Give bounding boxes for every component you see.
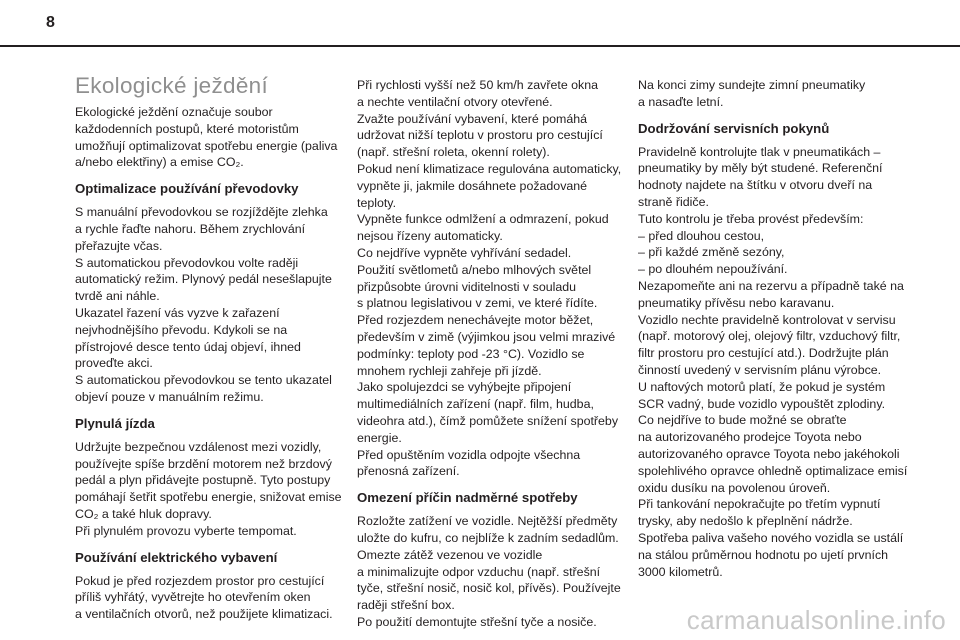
- text-line: na autorizovaného prodejce Toyota nebo: [638, 430, 862, 445]
- text-line: používejte spíše brzdění motorem než brzdový: [75, 456, 332, 471]
- text-line: Pokud není klimatizace regulována automaticky,: [357, 161, 622, 176]
- text-line: – před dlouhou cestou,: [638, 228, 765, 243]
- text-line: Rozložte zatížení ve vozidle. Nejtěžší předměty: [357, 514, 618, 529]
- text-line: S automatickou převodovkou se tento ukazatel: [75, 373, 332, 388]
- winter-tyres-paragraph: [638, 77, 908, 111]
- text-line: – při každé změně sezóny,: [638, 245, 785, 260]
- text-line: Tuto kontrolu je třeba provést především:: [638, 211, 864, 226]
- text-line: Spotřeba paliva vašeho nového vozidla se ustálí: [638, 530, 904, 545]
- text-line: (např. motorový olej, olejový filtr, vzduchový filtr,: [638, 329, 901, 344]
- text-line: Ukazatel řazení vás vyzve k zařazení: [75, 305, 280, 320]
- text-line: především v zimě (výjimkou jsou velmi mrazivé: [357, 329, 616, 344]
- load-paragraph: [357, 513, 626, 631]
- text-line: přístrojové desce tento údaj objeví, ihned: [75, 339, 301, 354]
- text-line: a ventilačních otvorů, než použijete klimatizaci.: [75, 607, 333, 622]
- text-line: umožňují optimalizovat spotřebu energie (paliva: [75, 138, 338, 153]
- text-line: (např. střešní roleta, okenní rolety).: [357, 145, 550, 160]
- text-line: 3000 kilometrů.: [638, 564, 723, 579]
- text-line: teploty.: [357, 195, 397, 210]
- electric-paragraph: [75, 573, 343, 623]
- text-line: Před rozjezdem nenechávejte motor běžet,: [357, 313, 594, 328]
- text-line: uložte do kufru, co nejblíže k zadním sedadlům.: [357, 530, 619, 545]
- text-line: činností uvedený v servisním plánu výrobce.: [638, 362, 882, 377]
- text-line: CO₂ a také hluk dopravy.: [75, 506, 212, 521]
- climate-paragraph: [357, 77, 626, 480]
- service-paragraph: [638, 144, 908, 581]
- text-line: nejsou řízeny automaticky.: [357, 229, 503, 244]
- text-line: spolehlivého opravce ohledně optimalizace emisí: [638, 463, 908, 478]
- text-line: a rychle řaďte nahoru. Během zrychlování: [75, 221, 306, 236]
- text-line: Před opuštěním vozidla odpojte všechna: [357, 447, 581, 462]
- text-line: objeví pouze v manuálním režimu.: [75, 389, 264, 404]
- text-line: pneumatiky by měly být studené. Referenční: [638, 161, 883, 176]
- text-line: každodenních postupů, které motoristům: [75, 121, 299, 136]
- text-line: Co nejdříve vypněte vyhřívání sedadel.: [357, 245, 572, 260]
- text-line: autorizovaného opravce Toyota nebo jakéhokoli: [638, 446, 900, 461]
- text-line: Vozidlo nechte pravidelně kontrolovat v servisu: [638, 312, 896, 327]
- text-line: přeřazujte včas.: [75, 238, 163, 253]
- text-line: hodnoty najdete na štítku v otvoru dveří na: [638, 178, 873, 193]
- intro-paragraph: [75, 104, 343, 171]
- column-right: [638, 77, 908, 580]
- text-line: s platnou legislativou v zemi, ve které řídíte.: [357, 296, 598, 311]
- text-line: – po dlouhém nepoužívání.: [638, 262, 788, 277]
- text-line: U naftových motorů platí, že pokud je systém: [638, 379, 886, 394]
- text-line: straně řidiče.: [638, 194, 709, 209]
- text-line: nejvhodnějšího převodu. Kdykoli se na: [75, 322, 288, 337]
- text-line: raději střešní box.: [357, 598, 455, 613]
- heading-excess-consumption: Omezení příčin nadměrné spotřeby: [357, 490, 578, 506]
- text-line: přizpůsobte úrovni viditelnosti v souladu: [357, 279, 577, 294]
- text-line: Při plynulém provozu vyberte tempomat.: [75, 523, 297, 538]
- text-line: pneumatiky přívěsu nebo karavanu.: [638, 295, 835, 310]
- text-line: energie.: [357, 430, 402, 445]
- text-line: podmínky: teploty pod -23 °C). Vozidlo se: [357, 346, 585, 361]
- page-number: 8: [46, 14, 55, 31]
- text-line: a minimalizujte odpor vzduchu (např. střešní: [357, 564, 601, 579]
- text-line: Při rychlosti vyšší než 50 km/h zavřete okna: [357, 78, 599, 92]
- text-line: Při tankování nepokračujte po třetím vypnutí: [638, 497, 881, 512]
- gears-paragraph: [75, 204, 343, 406]
- text-line: oxidu dusíku na povolenou úroveň.: [638, 480, 831, 495]
- heading-service: Dodržování servisních pokynů: [638, 120, 830, 136]
- text-line: a nechte ventilační otvory otevřené.: [357, 94, 553, 109]
- text-line: a nasaďte letní.: [638, 94, 724, 109]
- text-line: trysky, aby nedošlo k přeplnění nádrže.: [638, 514, 853, 529]
- text-line: Udržujte bezpečnou vzdálenost mezi vozidly,: [75, 439, 322, 454]
- text-line: Použití světlometů a/nebo mlhových světel: [357, 262, 592, 277]
- text-line: multimediálních zařízení (např. film, hudba,: [357, 397, 594, 412]
- text-line: Jako spolujezdci se vyhýbejte připojení: [357, 380, 572, 395]
- text-line: Pravidelně kontrolujte tlak v pneumatikách –: [638, 144, 881, 159]
- header-rule: [0, 45, 960, 47]
- text-line: Na konci zimy sundejte zimní pneumatiky: [638, 78, 866, 92]
- text-line: SCR vadný, bude vozidlo vypouštět zplodiny.: [638, 396, 886, 411]
- text-line: Ekologické ježdění označuje soubor: [75, 105, 273, 119]
- text-line: Omezte zátěž vezenou ve vozidle: [357, 547, 543, 562]
- text-line: tyče, střešní nosič, nosič kol, přívěs). Používejte: [357, 581, 621, 596]
- text-line: mnohem rychleji zahřeje při jízdě.: [357, 363, 542, 378]
- text-line: automatický režim. Plynový pedál nesešlapujte: [75, 272, 332, 287]
- text-line: filtr prostoru pro cestující atd.). Dodržujte plán: [638, 346, 889, 361]
- text-line: Pokud je před rozjezdem prostor pro cestující: [75, 573, 325, 588]
- text-line: Nezapomeňte ani na rezervu a případně také na: [638, 278, 904, 293]
- heading-electric-equipment: Používání elektrického vybavení: [75, 549, 278, 565]
- column-middle: [357, 77, 626, 631]
- watermark: carmanualsonline.info: [686, 605, 946, 635]
- text-line: udržovat nižší teplotu v prostoru pro cestující: [357, 128, 603, 143]
- page-title: Ekologické ježdění: [75, 73, 269, 98]
- smooth-paragraph: [75, 439, 343, 540]
- text-line: a/nebo elektřiny) a emise CO₂.: [75, 155, 244, 170]
- text-line: přenosná zařízení.: [357, 464, 460, 479]
- heading-smooth-driving: Plynulá jízda: [75, 415, 155, 431]
- column-left: [75, 72, 343, 623]
- text-line: Co nejdříve to bude možné se obraťte: [638, 413, 847, 428]
- heading-gears: Optimalizace používání převodovky: [75, 181, 299, 197]
- text-line: S automatickou převodovkou volte raději: [75, 255, 299, 270]
- text-line: S manuální převodovkou se rozjíždějte zlehka: [75, 205, 328, 220]
- text-line: příliš vyhřátý, vyvětrejte ho otevřením oken: [75, 590, 311, 605]
- text-line: proveďte akci.: [75, 356, 153, 371]
- text-line: Po použití demontujte střešní tyče a nosiče.: [357, 614, 597, 629]
- text-line: pomáhají šetřit spotřebu energie, snižovat emise: [75, 490, 342, 505]
- text-line: tvrdě ani náhle.: [75, 289, 160, 304]
- text-line: videohra atd.), čímž pomůžete snížení spotřeby: [357, 413, 619, 428]
- text-line: Zvažte používání vybavení, které pomáhá: [357, 111, 588, 126]
- text-line: vypněte ji, jakmile dosáhnete požadované: [357, 178, 588, 193]
- text-line: pedál a plyn přidávejte postupně. Tyto postupy: [75, 473, 331, 488]
- text-line: Vypněte funkce odmlžení a odmrazení, pokud: [357, 212, 609, 227]
- text-line: na stálou průměrnou hodnotu po ujetí prvních: [638, 547, 889, 562]
